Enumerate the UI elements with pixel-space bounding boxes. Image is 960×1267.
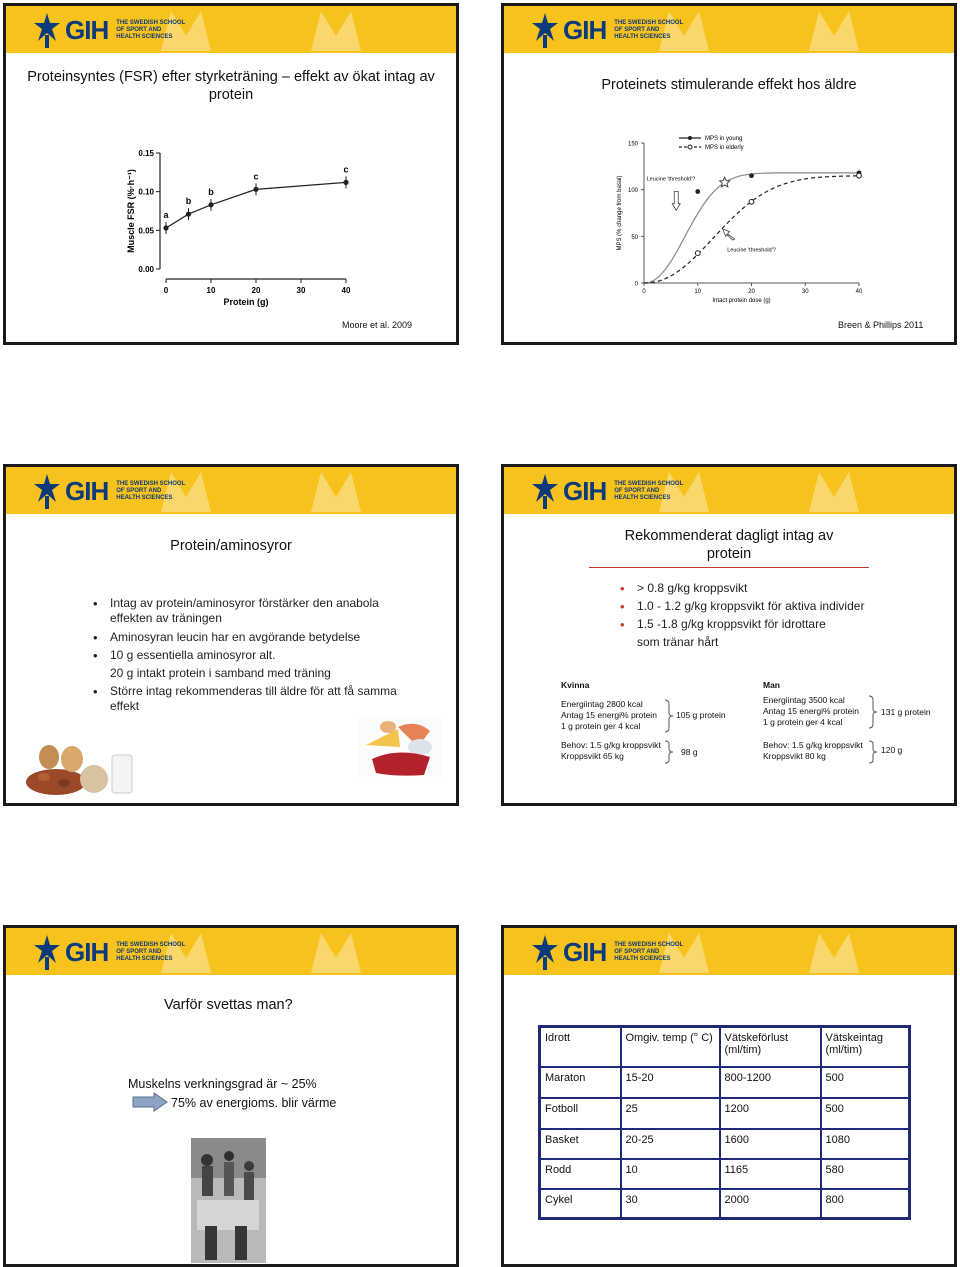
y-tick-label: 0.05 bbox=[138, 226, 154, 236]
slide-4 bbox=[501, 464, 957, 806]
header-banner bbox=[504, 928, 954, 975]
table-cell: Maraton bbox=[540, 1067, 621, 1098]
gih-logo bbox=[32, 10, 186, 50]
meat-fish-cheese-image bbox=[358, 717, 443, 777]
bullet-item: • 1.0 - 1.2 g/kg kroppsvikt för aktiva individer bbox=[637, 599, 937, 614]
gih-emblem-icon bbox=[530, 933, 560, 971]
bullet-item: • 1.5 -1.8 g/kg kroppsvikt för idrottare bbox=[637, 617, 937, 632]
x-tick-label: 40 bbox=[341, 286, 351, 295]
data-point bbox=[208, 202, 213, 207]
table-cell: 20-25 bbox=[621, 1129, 720, 1159]
data-point bbox=[253, 187, 258, 192]
header-banner bbox=[6, 6, 456, 53]
y-axis-label: Muscle FSR (%·h⁻¹) bbox=[126, 169, 136, 253]
gih-emblem-icon bbox=[32, 472, 62, 510]
slide-title: Protein/aminosyror bbox=[170, 538, 292, 554]
crown-decoration-icon bbox=[306, 6, 366, 53]
logo-subtitle: THE SWEDISH SCHOOL OF SPORT AND HEALTH SCIENCES bbox=[614, 941, 684, 962]
bullet-list bbox=[637, 581, 937, 650]
mps-chart bbox=[609, 128, 869, 313]
data-point-young bbox=[695, 189, 700, 194]
fsr-chart bbox=[116, 141, 356, 311]
calc-line: Energiintag 2800 kcal bbox=[561, 699, 643, 709]
annotation: Leucine 'threshold'? bbox=[727, 247, 776, 254]
data-point-elderly bbox=[749, 199, 754, 204]
table-header-row bbox=[540, 1027, 910, 1067]
slide-title: Proteinets stimulerande effekt hos äldre bbox=[601, 77, 857, 93]
table-cell: 30 bbox=[621, 1189, 720, 1219]
logo-text: GIH bbox=[65, 475, 109, 506]
table-cell: 800-1200 bbox=[720, 1067, 821, 1098]
legend-label: MPS in elderly bbox=[705, 145, 744, 151]
y-tick-label: 0.00 bbox=[138, 265, 154, 274]
slide-3 bbox=[3, 464, 459, 806]
logo-text: GIH bbox=[65, 936, 109, 967]
bullet-item: • 10 g essentiella aminosyror alt. bbox=[110, 648, 410, 663]
bullet-item: • > 0.8 g/kg kroppsvikt bbox=[637, 581, 937, 596]
logo-subtitle: THE SWEDISH SCHOOL OF SPORT AND HEALTH SCIENCES bbox=[614, 480, 684, 501]
bullet-list bbox=[110, 596, 410, 714]
legend-marker-elderly bbox=[688, 145, 692, 149]
gih-emblem-icon bbox=[32, 933, 62, 971]
man-result: 131 g protein bbox=[881, 707, 931, 717]
header-banner bbox=[504, 467, 954, 514]
logo-subtitle: THE SWEDISH SCHOOL OF SPORT AND HEALTH SCIENCES bbox=[614, 19, 684, 40]
table-header-cell: Omgiv. temp (° C) bbox=[621, 1027, 720, 1067]
table-row bbox=[540, 1129, 910, 1159]
man-result2: 120 g bbox=[881, 745, 903, 755]
gih-logo bbox=[530, 471, 684, 511]
brace-icon bbox=[868, 695, 878, 729]
point-label: c bbox=[343, 164, 349, 175]
calc-line: Kroppsvikt 80 kg bbox=[763, 751, 826, 761]
x-tick-label: 20 bbox=[251, 286, 261, 295]
calc-line: Energiintag 3500 kcal bbox=[763, 695, 845, 705]
series-line-young bbox=[644, 173, 859, 283]
data-point bbox=[343, 180, 348, 185]
table-header-cell: Idrott bbox=[540, 1027, 621, 1067]
table-cell: 15-20 bbox=[621, 1067, 720, 1098]
logo-text: GIH bbox=[563, 475, 607, 506]
brace-icon bbox=[868, 740, 878, 764]
point-label: c bbox=[253, 171, 259, 182]
man-behov bbox=[763, 740, 863, 762]
table-cell: 1600 bbox=[720, 1129, 821, 1159]
logo-text: GIH bbox=[563, 14, 607, 45]
logo-subtitle: THE SWEDISH SCHOOL OF SPORT AND HEALTH SCIENCES bbox=[116, 480, 186, 501]
citation: Breen & Phillips 2011 bbox=[838, 320, 924, 330]
annotation-arrow bbox=[672, 192, 680, 211]
calc-line: Kroppsvikt 65 kg bbox=[561, 751, 624, 761]
slide-title: Varför svettas man? bbox=[164, 997, 293, 1013]
calc-line: 1 g protein ger 4 kcal bbox=[561, 721, 641, 731]
crown-decoration-icon bbox=[804, 928, 864, 975]
calc-line: 1 g protein ger 4 kcal bbox=[763, 717, 843, 727]
x-tick-label: 20 bbox=[748, 289, 755, 295]
table-cell: 10 bbox=[621, 1159, 720, 1189]
logo-subtitle: THE SWEDISH SCHOOL OF SPORT AND HEALTH SCIENCES bbox=[116, 19, 186, 40]
table-row bbox=[540, 1159, 910, 1189]
title-underline bbox=[589, 567, 869, 568]
brace-icon bbox=[664, 699, 674, 733]
data-point-elderly bbox=[857, 173, 862, 178]
citation: Moore et al. 2009 bbox=[342, 320, 413, 330]
slide-6 bbox=[501, 925, 957, 1267]
annotation: Leucine 'threshold'? bbox=[646, 176, 696, 183]
calc-line: Behov: 1.5 g/kg kroppsvikt bbox=[561, 740, 661, 750]
table-cell: 580 bbox=[821, 1159, 910, 1189]
annotation-arrow bbox=[723, 229, 735, 240]
heat-line: 75% av energioms. blir värme bbox=[171, 1096, 337, 1110]
table-cell: 1165 bbox=[720, 1159, 821, 1189]
x-tick-label: 0 bbox=[642, 289, 646, 295]
crown-decoration-icon bbox=[804, 6, 864, 53]
brace-icon bbox=[664, 740, 674, 764]
table-cell: 25 bbox=[621, 1098, 720, 1129]
legend-marker-young bbox=[688, 136, 692, 140]
y-tick-label: 0.15 bbox=[138, 149, 154, 158]
crown-decoration-icon bbox=[804, 467, 864, 514]
y-axis-label: MPS (% change from basal) bbox=[617, 175, 623, 251]
data-point-young bbox=[749, 173, 754, 178]
table-cell: Basket bbox=[540, 1129, 621, 1159]
x-tick-label: 40 bbox=[855, 289, 863, 295]
calc-line: Antag 15 energi% protein bbox=[561, 710, 657, 720]
man-calc bbox=[763, 695, 859, 728]
logo-subtitle: THE SWEDISH SCHOOL OF SPORT AND HEALTH SCIENCES bbox=[116, 941, 186, 962]
table-cell: 1200 bbox=[720, 1098, 821, 1129]
table-cell: Cykel bbox=[540, 1189, 621, 1219]
table-header-cell: Vätskeintag (ml/tim) bbox=[821, 1027, 910, 1067]
table-cell: Fotboll bbox=[540, 1098, 621, 1129]
bullet-item: 20 g intakt protein i samband med träning bbox=[110, 666, 331, 680]
athletes-photo bbox=[191, 1138, 266, 1263]
data-point-elderly bbox=[695, 251, 700, 256]
table-cell: 800 bbox=[821, 1189, 910, 1219]
x-tick-label: 30 bbox=[296, 286, 306, 295]
table-row bbox=[540, 1189, 910, 1219]
x-tick-label: 10 bbox=[694, 289, 702, 295]
y-tick-label: 150 bbox=[627, 141, 638, 148]
kvinna-result2: 98 g bbox=[681, 747, 698, 757]
gih-emblem-icon bbox=[530, 472, 560, 510]
man-heading: Man bbox=[763, 680, 780, 690]
header-banner bbox=[504, 6, 954, 53]
crown-decoration-icon bbox=[306, 467, 366, 514]
gih-logo bbox=[530, 932, 684, 972]
table-cell: 500 bbox=[821, 1067, 910, 1098]
header-banner bbox=[6, 928, 456, 975]
slide-title: Proteinsyntes (FSR) efter styrketräning – effekt av ökat intag av protein bbox=[27, 69, 435, 103]
table-header-cell: Vätskeförlust (ml/tim) bbox=[720, 1027, 821, 1067]
point-label: b bbox=[208, 186, 214, 197]
kvinna-heading: Kvinna bbox=[561, 680, 590, 690]
slide-title: Rekommenderat dagligt intag av protein bbox=[624, 528, 834, 562]
y-tick-label: 0.10 bbox=[138, 187, 154, 197]
data-point bbox=[186, 211, 191, 216]
data-point bbox=[163, 225, 168, 230]
crown-decoration-icon bbox=[306, 928, 366, 975]
table-row bbox=[540, 1098, 910, 1129]
legend-label: MPS in young bbox=[705, 136, 743, 142]
logo-text: GIH bbox=[563, 936, 607, 967]
nuts-eggs-milk-image bbox=[24, 737, 144, 797]
gih-logo bbox=[530, 10, 684, 50]
table-cell: 500 bbox=[821, 1098, 910, 1129]
table-cell: 1080 bbox=[821, 1129, 910, 1159]
y-tick-label: 0 bbox=[634, 281, 638, 288]
point-label: a bbox=[163, 210, 169, 221]
x-axis-label: Protein (g) bbox=[223, 297, 269, 307]
y-tick-label: 50 bbox=[631, 234, 638, 241]
gih-logo bbox=[32, 932, 186, 972]
x-axis-label: Intact protein dose (g) bbox=[712, 298, 771, 304]
kvinna-result: 105 g protein bbox=[676, 710, 726, 720]
gih-emblem-icon bbox=[32, 11, 62, 49]
right-arrow-icon bbox=[132, 1092, 168, 1112]
calc-line: Behov: 1.5 g/kg kroppsvikt bbox=[763, 740, 863, 750]
point-label: b bbox=[185, 196, 192, 207]
gih-emblem-icon bbox=[530, 11, 560, 49]
bullet-item: • Aminosyran leucin har en avgörande betydelse bbox=[110, 630, 410, 645]
fluid-table bbox=[538, 1025, 911, 1220]
y-tick-label: 100 bbox=[627, 188, 638, 195]
kvinna-behov bbox=[561, 740, 661, 762]
calc-line: Antag 15 energi% protein bbox=[763, 706, 859, 716]
table-cell: 2000 bbox=[720, 1189, 821, 1219]
x-tick-label: 0 bbox=[163, 286, 169, 295]
slide-5 bbox=[3, 925, 459, 1267]
slide-2 bbox=[501, 3, 957, 345]
bullet-item: som tränar hårt bbox=[637, 635, 719, 649]
x-tick-label: 10 bbox=[206, 286, 216, 295]
table-cell: Rodd bbox=[540, 1159, 621, 1189]
bullet-item: • Intag av protein/aminosyror förstärker den anabola effekten av träningen bbox=[110, 596, 410, 626]
efficiency-line: Muskelns verkningsgrad är ~ 25% bbox=[128, 1077, 317, 1091]
slide-1 bbox=[3, 3, 459, 345]
gih-logo bbox=[32, 471, 186, 511]
x-tick-label: 30 bbox=[801, 289, 809, 295]
kvinna-calc bbox=[561, 699, 657, 732]
bullet-item: • Större intag rekommenderas till äldre för att få samma effekt bbox=[110, 684, 410, 714]
table-row bbox=[540, 1067, 910, 1098]
header-banner bbox=[6, 467, 456, 514]
logo-text: GIH bbox=[65, 14, 109, 45]
